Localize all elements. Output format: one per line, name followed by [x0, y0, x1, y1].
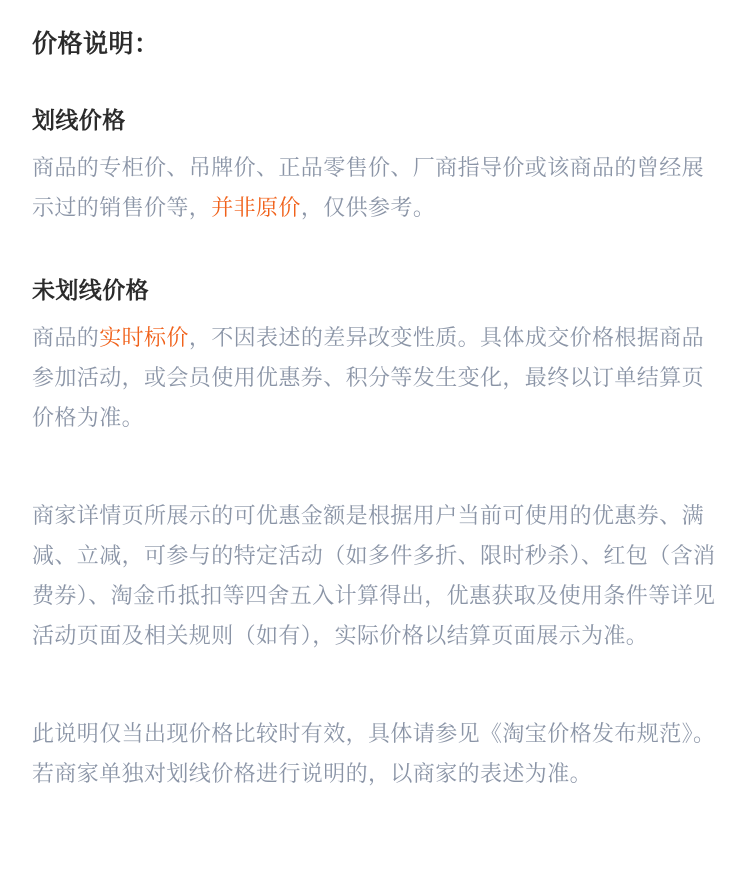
paragraph-highlight-part: 实时标价 [99, 325, 189, 350]
paragraph-text-part: 商品的专柜价、吊牌价、正品零售价、厂商指导价或该商品的曾经展示过的销售价等， [32, 155, 705, 220]
paragraph-highlight-part: 并非原价 [211, 195, 301, 220]
note-discount-calculation: 商家详情页所展示的可优惠金额是根据用户当前可使用的优惠券、满减、立减，可参与的特定活动（如多件多折、限时秒杀）、红包（含消费券）、淘金币抵扣等四舍五入计算得出，优惠获取及使用条件等详见活动页面及相关规则（如有），实际价格以结算页面展示为准。 [32, 503, 716, 648]
section-paragraph-strikethrough-price [32, 148, 716, 228]
section-heading-strikethrough-price: 划线价格 [32, 107, 126, 133]
paragraph-text-part: ，仅供参考。 [300, 195, 436, 220]
paragraph-text-part: 商品的 [32, 325, 100, 350]
paragraph-text-part: ，不因表述的差异改变性质。具体成交价格根据商品参加活动，或会员使用优惠券、积分等发生变化，最终以订单结算页价格为准。 [32, 325, 705, 430]
section-non-strikethrough-price [32, 274, 716, 438]
page-title: 价格说明： [32, 30, 160, 58]
section-heading-non-strikethrough-price: 未划线价格 [32, 277, 149, 303]
section-strikethrough-price [32, 104, 716, 228]
section-paragraph-non-strikethrough-price [32, 318, 716, 438]
note-scope-disclaimer: 此说明仅当出现价格比较时有效，具体请参见《淘宝价格发布规范》。若商家单独对划线价格进行说明的，以商家的表述为准。 [32, 721, 716, 786]
